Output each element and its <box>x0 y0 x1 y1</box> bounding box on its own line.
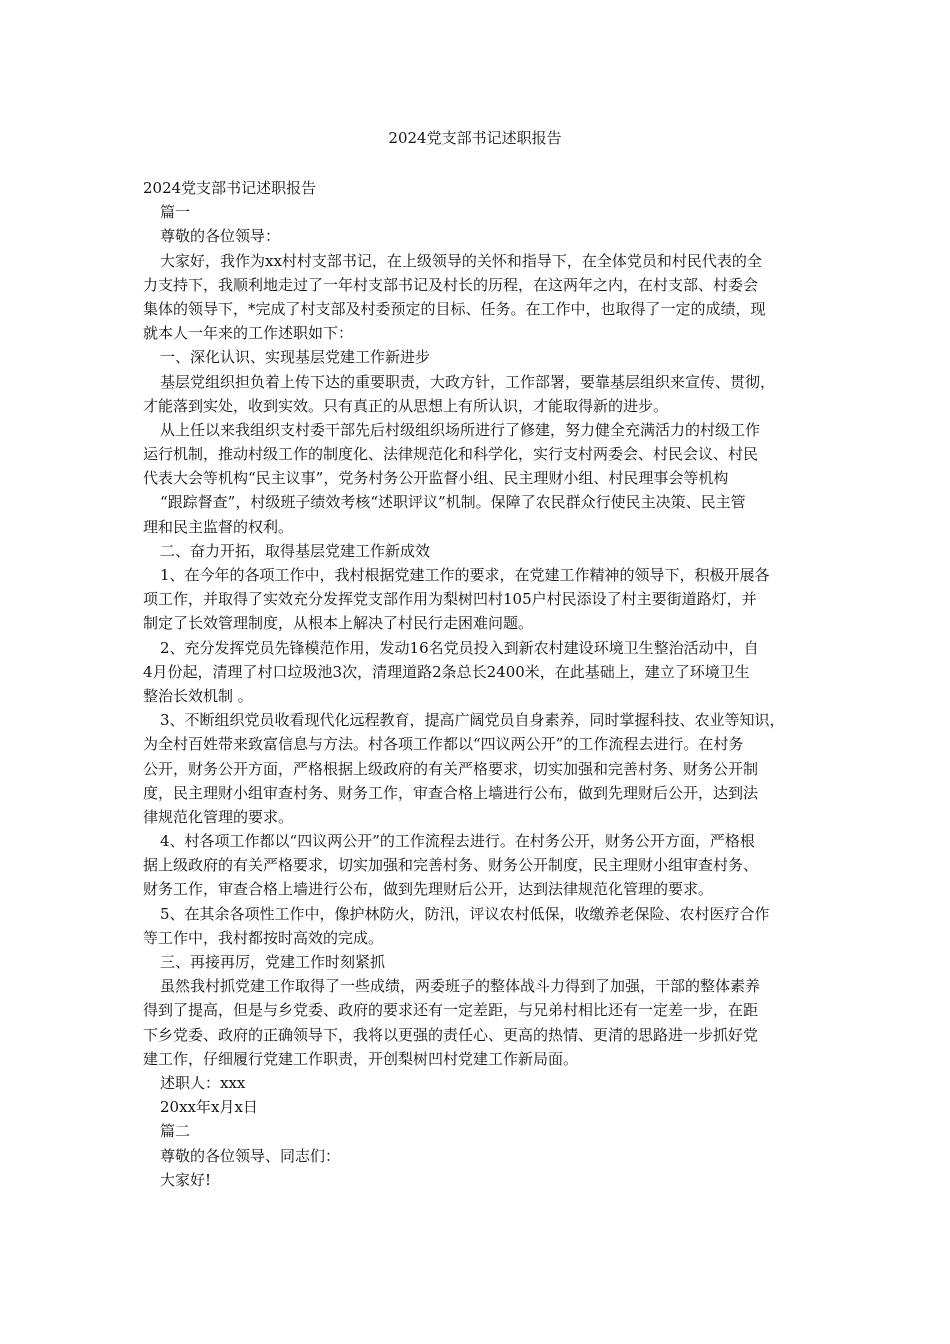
text-line: 20xx年x月x日 <box>160 1098 258 1117</box>
text-line: 从上任以来我组织支村委干部先后村级组织场所进行了修建，努力健全充满活力的村级工作 <box>160 420 761 439</box>
text-line: 大家好! <box>160 1170 212 1189</box>
text-line: 4、村各项工作都以“四议两公开”的工作流程去进行。在村务公开，财务公开方面，严格根 <box>160 832 755 851</box>
text-line: 述职人：xxx <box>160 1073 246 1092</box>
text-line: 大家好，我作为xx村村支部书记，在上级领导的关怀和指导下，在全体党员和村民代表的全 <box>160 251 762 270</box>
text-line: 1、在今年的各项工作中，我村根据党建工作的要求，在党建工作精神的领导下，积极开展各 <box>160 566 770 584</box>
text-line: 基层党组织担负着上传下达的重要职责，大政方针，工作部署，要靠基层组织来宣传、贯彻， <box>160 372 776 391</box>
text-line: 尊敬的各位领导： <box>160 227 281 246</box>
text-line: 2024党支部书记述职报告 <box>143 179 317 197</box>
document-title: 2024党支部书记述职报告 <box>388 129 562 147</box>
text-line: 5、在其余各项性工作中，像护林防火，防汛，评议农村低保，收缴养老保险、农村医疗合作 <box>160 904 770 923</box>
text-line: 就本人一年来的工作述职如下： <box>143 324 354 343</box>
text-line: 集体的领导下，*完成了村支部及村委预定的目标、任务。在工作中，也取得了一定的成绩，现 <box>143 299 766 318</box>
text-line: 代表大会等机构“民主议事”，党务村务公开监督小组、民主理财小组、村民理事会等机构 <box>143 469 729 488</box>
text-line: 公开，财务公开方面，严格根据上级政府的有关严格要求，切实加强和完善村务、财务公开制 <box>143 759 759 778</box>
text-line: 虽然我村抓党建工作取得了一些成绩，两委班子的整体战斗力得到了加强，干部的整体素养 <box>160 977 761 996</box>
text-line: 项工作，并取得了实效充分发挥党支部作用为梨树凹村105户村民添设了村主要街道路灯，并 <box>143 590 757 609</box>
text-line: 力支持下，我顺利地走过了一年村支部书记及村长的历程，在这两年之内，在村支部、村委会 <box>143 275 759 294</box>
text-line: 4月份起，清理了村口垃圾池3次，清理道路2条总长2400米，在此基础上，建立了环境卫生 <box>143 662 750 681</box>
text-line: 下乡党委、政府的正确领导下，我将以更强的责任心、更高的热情、更清的思路进一步抓好党 <box>143 1025 759 1044</box>
text-line: 二、奋力开拓，取得基层党建工作新成效 <box>160 541 431 560</box>
text-line: 尊敬的各位领导、同志们： <box>160 1146 341 1165</box>
text-line: 财务工作，审查合格上墙进行公布，做到先理财后公开，达到法律规范化管理的要求。 <box>143 880 714 899</box>
text-line: 才能落到实处，收到实效。只有真正的从思想上有所认识，才能取得新的进步。 <box>143 396 669 415</box>
text-line: 一、深化认识、实现基层党建工作新进步 <box>160 348 431 367</box>
text-line: 篇一 <box>160 203 191 222</box>
text-line: 3、不断组织党员收看现代化远程教育，提高广阔党员自身素养，同时掌握科技、农业等知识， <box>160 711 785 730</box>
text-line: 运行机制，推动村级工作的制度化、法律规范化和科学化，实行支村两委会、村民会议、村民 <box>143 445 759 464</box>
text-line: 篇二 <box>160 1122 191 1141</box>
text-line: 度，民主理财小组审查村务、财务工作，审查合格上墙进行公布，做到先理财后公开，达到法 <box>143 783 759 802</box>
text-line: 2、充分发挥党员先锋模范作用，发动16名党员投入到新农村建设环境卫生整治活动中，自 <box>160 638 759 657</box>
text-line: 整治长效机制 。 <box>143 686 253 705</box>
text-line: 据上级政府的有关严格要求，切实加强和完善村务、财务公开制度，民主理财小组审查村务、 <box>143 856 759 875</box>
text-line: 律规范化管理的要求。 <box>143 807 294 826</box>
text-line: 三、再接再厉，党建工作时刻紧抓 <box>160 953 386 971</box>
text-line: 得到了提高，但是与乡党委、政府的要求还有一定差距，与兄弟村相比还有一定差一步，在距 <box>143 1001 759 1020</box>
text-line: “跟踪督查”，村级班子绩效考核“述职评议”机制。保障了农民群众行使民主决策、民主管 <box>160 493 746 512</box>
text-line: 制定了长效管理制度，从根本上解决了村民行走困难问题。 <box>143 614 534 633</box>
document-body <box>143 176 815 1192</box>
text-line: 等工作中，我村都按时高效的完成。 <box>143 928 384 947</box>
text-line: 为全村百姓带来致富信息与方法。村各项工作都以“四议两公开”的工作流程去进行。在村务 <box>143 735 744 754</box>
text-line: 理和民主监督的权利。 <box>143 517 294 536</box>
text-line: 建工作，仔细履行党建工作职责，开创梨树凹村党建工作新局面。 <box>143 1049 579 1068</box>
